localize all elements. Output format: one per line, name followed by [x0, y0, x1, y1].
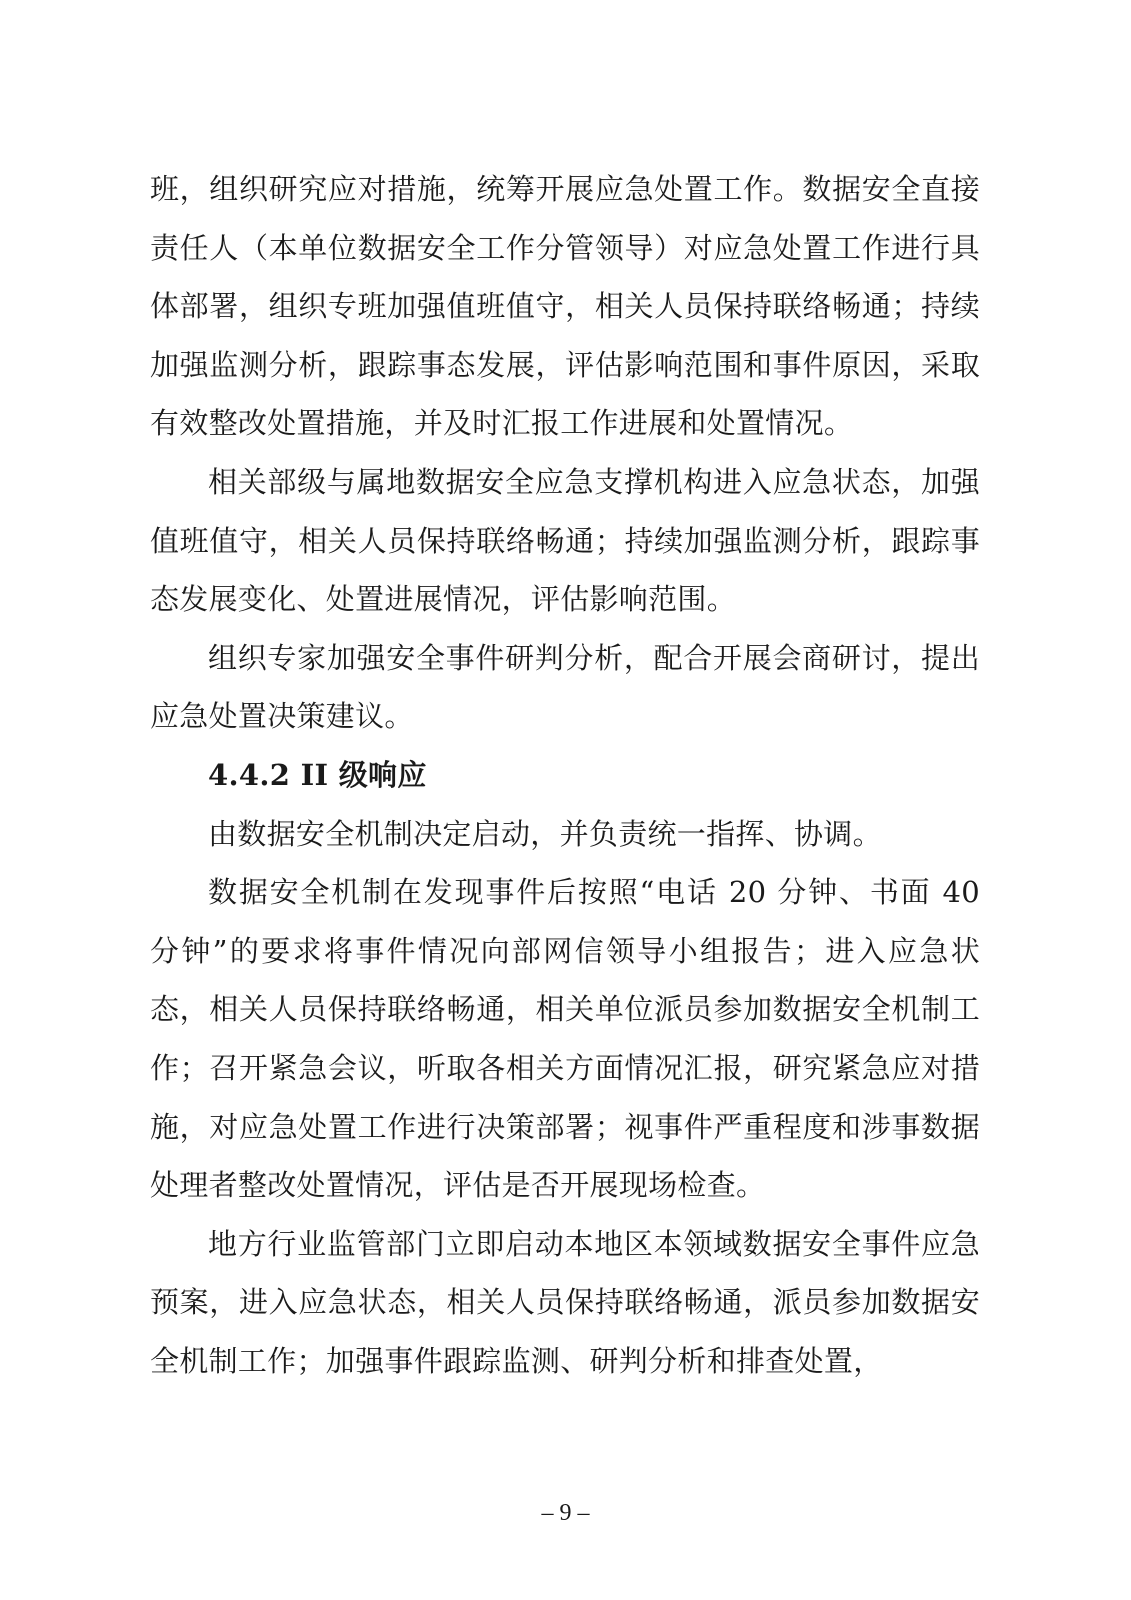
paragraph-start: 由数据安全机制决定启动，并负责统一指挥、协调。 — [208, 816, 882, 851]
paragraph-report: 数据安全机制在发现事件后按照“电话 20 分钟、书面 40 分钟”的要求将事件情况向部网信领导小组报告；进入应急状态，相关人员保持联络畅通，相关单位派员参加数据安全机制工作；召开紧急会议，听取各相关方面情况汇报，研究紧急应对措施，对应急处置工作进行决策部署；视事件严重程度和涉事数据处理者整改处置情况，评估是否开展现场检查。 — [150, 875, 980, 1203]
page-number: – 9 – — [541, 1500, 590, 1526]
document-body — [150, 160, 980, 1390]
paragraph-continued: 班，组织研究应对措施，统筹开展应急处置工作。数据安全直接责任人（本单位数据安全工作分管领导）对应急处置工作进行具体部署，组织专班加强值班值守，相关人员保持联络畅通；持续加强监测分析，跟踪事态发展，评估影响范围和事件原因，采取有效整改处置措施，并及时汇报工作进展和处置情况。 — [150, 172, 980, 441]
paragraph-support-agencies: 相关部级与属地数据安全应急支撑机构进入应急状态，加强值班值守，相关人员保持联络畅通；持续加强监测分析，跟踪事态发展变化、处置进展情况，评估影响范围。 — [150, 464, 980, 617]
section-heading: 4.4.2 II 级响应 — [208, 757, 427, 792]
paragraph-local-regulators: 地方行业监管部门立即启动本地区本领域数据安全事件应急预案，进入应急状态，相关人员保持联络畅通，派员参加数据安全机制工作；加强事件跟踪监测、研判分析和排查处置， — [150, 1226, 980, 1378]
paragraph-experts: 组织专家加强安全事件研判分析，配合开展会商研讨，提出应急处置决策建议。 — [150, 640, 980, 734]
